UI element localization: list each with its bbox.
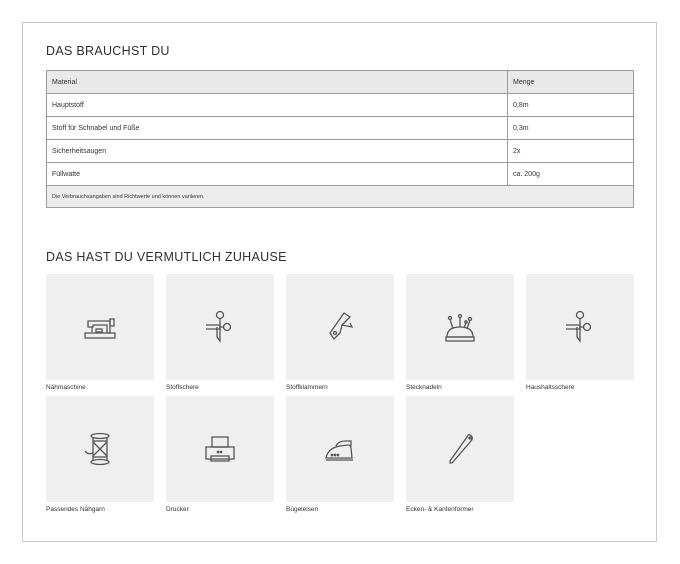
amount-cell: ca. 200g	[508, 163, 634, 186]
tool-label: Drucker	[166, 506, 189, 513]
tool-label: Stecknadeln	[406, 384, 442, 391]
tool-card	[286, 274, 394, 391]
scissors-icon	[560, 307, 600, 347]
tool-card	[406, 274, 514, 391]
tool-label: Passendes Nähgarn	[46, 506, 105, 513]
point-turner-icon	[440, 429, 480, 469]
iron-icon	[320, 429, 360, 469]
section-title-home: DAS HAST DU VERMUTLICH ZUHAUSE	[46, 250, 287, 264]
tool-card	[406, 396, 514, 513]
material-cell: Füllwatte	[47, 163, 508, 186]
table-row	[47, 163, 634, 186]
table-row	[47, 94, 634, 117]
tool-card	[166, 396, 274, 513]
tool-card	[286, 396, 394, 513]
tool-tile	[46, 396, 154, 502]
tool-label: Stoffschere	[166, 384, 199, 391]
table-note-row	[47, 186, 634, 208]
printer-icon	[200, 429, 240, 469]
tool-tile	[406, 274, 514, 380]
tool-tile	[406, 396, 514, 502]
table-row	[47, 117, 634, 140]
tool-tile	[286, 396, 394, 502]
tool-label: Stoffklammern	[286, 384, 328, 391]
tool-label: Nähmaschine	[46, 384, 86, 391]
table-row	[47, 140, 634, 163]
tool-card	[46, 396, 154, 513]
amount-cell: 2x	[508, 140, 634, 163]
pincushion-icon	[440, 307, 480, 347]
amount-cell: 0,8m	[508, 94, 634, 117]
section-title-need: DAS BRAUCHST DU	[46, 44, 170, 58]
sewing-machine-icon	[80, 307, 120, 347]
material-cell: Sicherheitsaugen	[47, 140, 508, 163]
column-header-material: Material	[47, 71, 508, 94]
scissors-icon	[200, 307, 240, 347]
tools-grid	[46, 274, 636, 524]
thread-spool-icon	[80, 429, 120, 469]
content-panel	[22, 22, 657, 542]
table-header-row	[47, 71, 634, 94]
fabric-clip-icon	[320, 307, 360, 347]
tool-card	[46, 274, 154, 391]
tool-card	[526, 274, 634, 391]
materials-table	[46, 70, 634, 208]
tool-tile	[166, 396, 274, 502]
tool-tile	[46, 274, 154, 380]
column-header-amount: Menge	[508, 71, 634, 94]
material-cell: Hauptstoff	[47, 94, 508, 117]
tool-card	[166, 274, 274, 391]
tool-label: Haushaltsschere	[526, 384, 575, 391]
tool-tile	[166, 274, 274, 380]
tool-label: Bügeleisen	[286, 506, 319, 513]
amount-cell: 0,3m	[508, 117, 634, 140]
tool-tile	[526, 274, 634, 380]
table-note: Die Verbrauchsangaben sind Richtwerte und können variieren.	[47, 186, 634, 208]
tool-tile	[286, 274, 394, 380]
tool-label: Ecken- & Kantenformer	[406, 506, 474, 513]
material-cell: Stoff für Schnabel und Füße	[47, 117, 508, 140]
